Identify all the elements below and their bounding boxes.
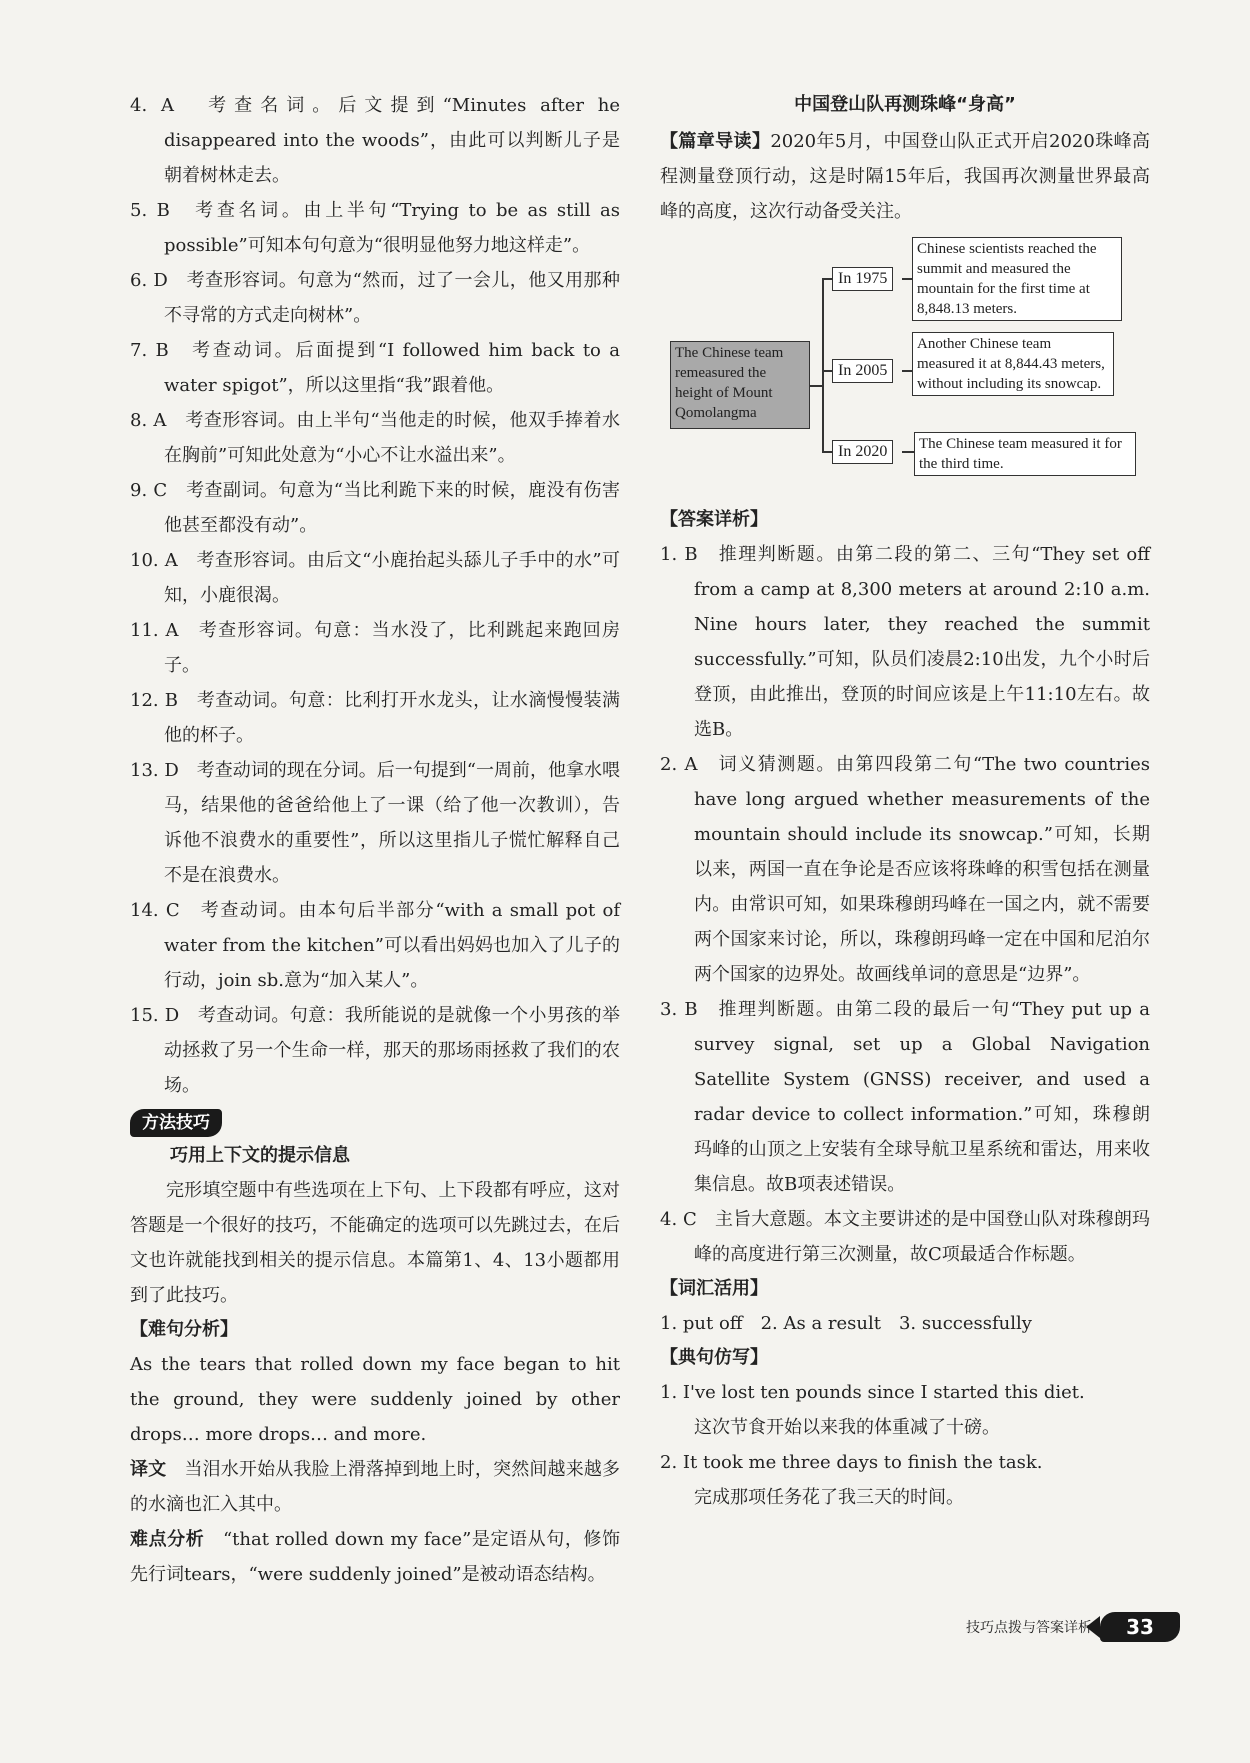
page-number: 33 xyxy=(1100,1612,1180,1642)
answer-item-11: 11. A 考查形容词。句意：当水没了，比利跳起来跑回房子。 xyxy=(130,620,620,676)
answer-item-7: 7. B 考查动词。后面提到“I followed him back to a water spigot”，所以这里指“我”跟着他。 xyxy=(130,340,620,396)
timeline-diagram xyxy=(660,237,1150,499)
guide-label: 【篇章导读】 xyxy=(660,131,771,152)
answer-label: 【答案详析】 xyxy=(660,509,768,530)
method-title: 巧用上下文的提示信息 xyxy=(170,1145,350,1166)
imitate-en-2: 2. It took me three days to finish the task. xyxy=(660,1452,1043,1473)
imitate-zh-2: 完成那项任务花了我三天的时间。 xyxy=(694,1487,964,1508)
method-text: 完形填空题中有些选项在上下句、上下段都有呼应，这对答题是一个很好的技巧，不能确定的选项可以先跳过去，在后文也许就能找到相关的提示信息。本篇第1、4、13小题都用到了此技巧。 xyxy=(130,1180,620,1306)
reading-answer-4: 4. C 主旨大意题。本文主要讲述的是中国登山队对珠穆朗玛峰的高度进行第三次测量，故C项最适合作标题。 xyxy=(660,1209,1150,1265)
answer-item-4: 4. A 考查名词。后文提到“Minutes after he disappeared into the woods”，由此可以判断儿子是朝着树林走去。 xyxy=(130,95,620,186)
answer-item-8: 8. A 考查形容词。由上半句“当他走的时候，他双手捧着水在胸前”可知此处意为“小心不让水溢出来”。 xyxy=(130,410,620,466)
reading-answer-2: 2. A 词义猜测题。由第四段第二句“The two countries have long argued whether measurements of the mountain should include its snowcap.”可知，长期以来，两国一直在争论是否应该将珠峰的积雪包括在测量内。由常识可知，如果珠穆朗玛峰在一国之内，就不需要两个国家来讨论，所以，珠穆朗玛峰一定在中国和尼泊尔两个国家的边界处。故画线单词的意思是“边界”。 xyxy=(660,754,1150,985)
right-column xyxy=(660,88,1150,1515)
year-2020: In 2020 xyxy=(832,440,893,464)
footer-text: 技巧点拨与答案详析 xyxy=(966,1620,1092,1636)
connector-detail-2005 xyxy=(902,370,912,372)
vocab-label: 【词汇活用】 xyxy=(660,1278,768,1299)
vocab-text: 1. put off 2. As a result 3. successfully xyxy=(660,1313,1032,1334)
answer-item-12: 12. B 考查动词。句意：比利打开水龙头，让水滴慢慢装满他的杯子。 xyxy=(130,690,620,746)
analysis-label: 难点分析 xyxy=(130,1529,205,1550)
translation xyxy=(130,1452,620,1522)
guide xyxy=(660,124,1150,229)
connector-detail-2020 xyxy=(902,451,914,453)
answer-item-10: 10. A 考查形容词。由后文“小鹿抬起头舔儿子手中的水”可知，小鹿很渴。 xyxy=(130,550,620,606)
connector-main xyxy=(810,385,822,387)
imitate-label: 【典句仿写】 xyxy=(660,1347,768,1368)
year-1975: In 1975 xyxy=(832,267,893,291)
answer-item-14: 14. C 考查动词。由本句后半部分“with a small pot of water from the kitchen”可以看出妈妈也加入了儿子的行动，join sb.意为“加入某人”。 xyxy=(130,900,620,991)
detail-2020: The Chinese team measured it for the third time. xyxy=(914,432,1136,476)
guide-text: 2020年5月，中国登山队正式开启2020珠峰高程测量登顶行动，这是时隔15年后，我国再次测量世界最高峰的高度，这次行动备受关注。 xyxy=(660,131,1150,222)
hard-sentence: As the tears that rolled down my face began to hit the ground, they were suddenly joined by other drops… more drops… and more. xyxy=(130,1354,620,1445)
imitate-en-1: 1. I've lost ten pounds since I started this diet. xyxy=(660,1382,1085,1403)
left-column xyxy=(130,88,620,1592)
hard-sentence-label: 【难句分析】 xyxy=(130,1319,238,1340)
connector-2005 xyxy=(822,370,832,372)
answer-item-15: 15. D 考查动词。句意：我所能说的是就像一个小男孩的举动拯救了另一个生命一样，那天的那场雨拯救了我们的农场。 xyxy=(130,1005,620,1096)
detail-2005: Another Chinese team measured it at 8,844.43 meters, without including its snowcap. xyxy=(912,332,1114,396)
translation-label: 译文 xyxy=(130,1459,167,1480)
year-2005: In 2005 xyxy=(832,359,893,383)
connector-1975 xyxy=(822,278,832,280)
answer-item-6: 6. D 考查形容词。句意为“然而，过了一会儿，他又用那种不寻常的方式走向树林”。 xyxy=(130,270,620,326)
connector-detail-1975 xyxy=(902,278,912,280)
page-footer xyxy=(966,1612,1180,1642)
reading-answer-1: 1. B 推理判断题。由第二段的第二、三句“They set off from a camp at 8,300 meters at around 2:10 a.m. Nine hours later, they reached the summit successfully.”可知，队员们凌晨2:10出发，九个小时后登顶，由此推出，登顶的时间应该是上午11:10左右。故选B。 xyxy=(660,544,1150,740)
reading-answer-3: 3. B 推理判断题。由第二段的最后一句“They put up a survey signal, set up a Global Navigation Satellite System (GNSS) receiver, and used a radar device to collect information.”可知，珠穆朗玛峰的山顶之上安装有全球导航卫星系统和雷达，用来收集信息。故B项表述错误。 xyxy=(660,999,1150,1195)
answer-item-5: 5. B 考查名词。由上半句“Trying to be as still as possible”可知本句句意为“很明显他努力地这样走”。 xyxy=(130,200,620,256)
article-title: 中国登山队再测珠峰“身高” xyxy=(794,94,1016,115)
answer-item-9: 9. C 考查副词。句意为“当比利跪下来的时候，鹿没有伤害他甚至都没有动”。 xyxy=(130,480,620,536)
translation-text: 当泪水开始从我脸上滑落掉到地上时，突然间越来越多的水滴也汇入其中。 xyxy=(130,1459,621,1515)
method-pill: 方法技巧 xyxy=(130,1109,222,1137)
answer-item-13: 13. D 考查动词的现在分词。后一句提到“一周前，他拿水喂马，结果他的爸爸给他上了一课（给了他一次教训），告诉他不浪费水的重要性”，所以这里指儿子慌忙解释自己不是在浪费水。 xyxy=(130,760,620,886)
diagram-main-box: The Chinese team remeasured the height of Mount Qomolangma xyxy=(670,341,810,429)
imitate-zh-1: 这次节食开始以来我的体重减了十磅。 xyxy=(694,1417,1000,1438)
connector-2020 xyxy=(822,451,832,453)
detail-1975: Chinese scientists reached the summit and measured the mountain for the first time at 8,848.13 meters. xyxy=(912,237,1122,321)
analysis-text: “that rolled down my face”是定语从句，修饰先行词tears，“were suddenly joined”是被动语态结构。 xyxy=(130,1529,621,1585)
analysis xyxy=(130,1522,620,1592)
connector-vertical xyxy=(822,278,824,451)
